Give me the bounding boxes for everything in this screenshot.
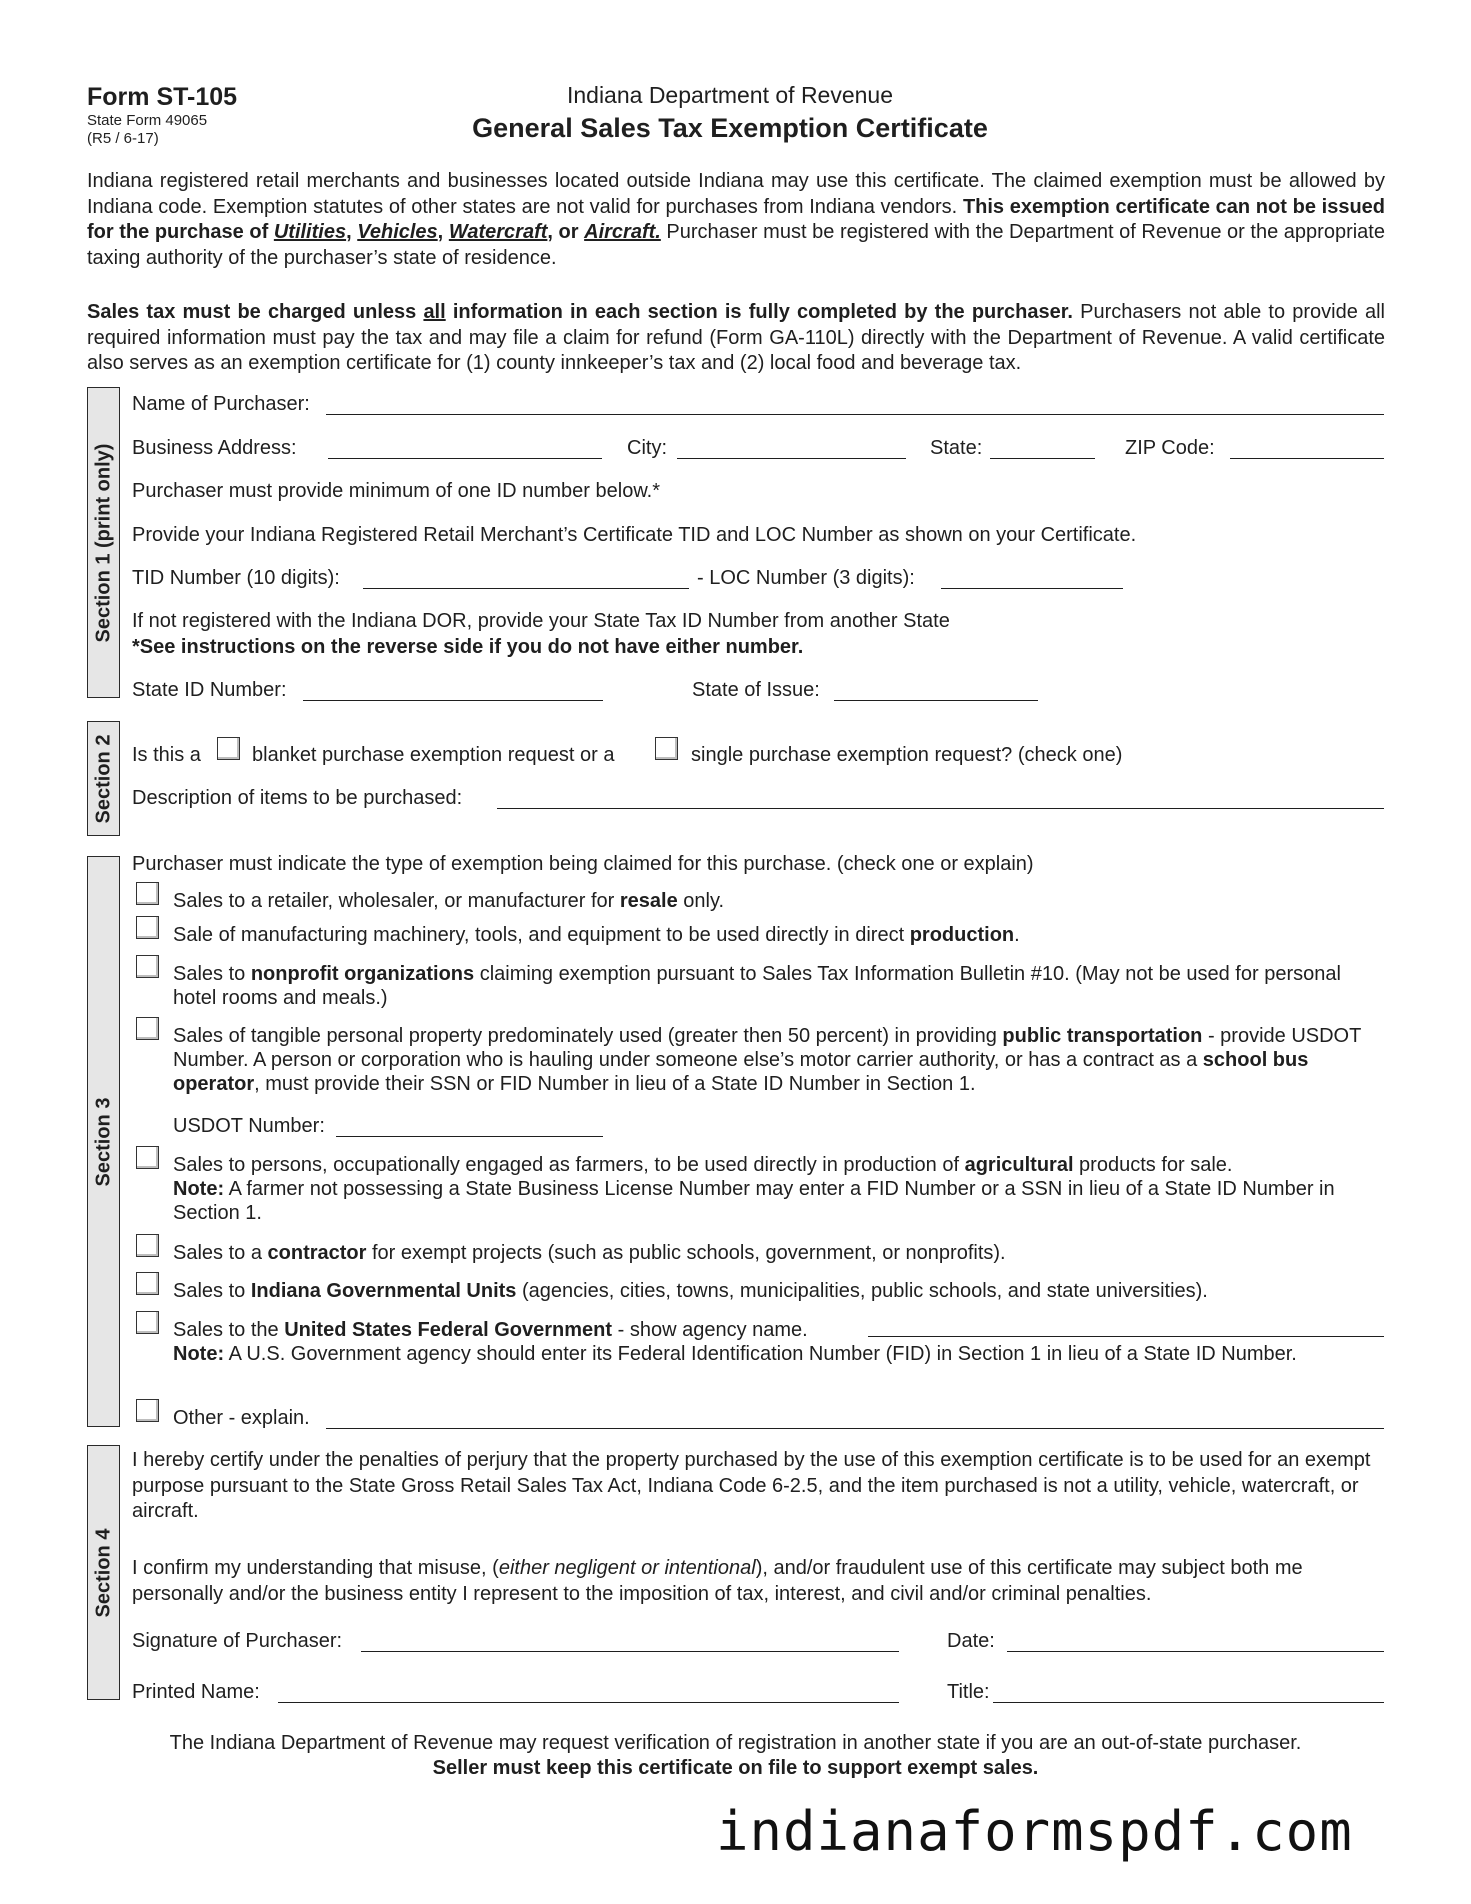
tid-label: TID Number (10 digits): (132, 567, 340, 589)
agency-name: Indiana Department of Revenue (566, 82, 894, 108)
loc-label: - LOC Number (3 digits): (697, 567, 915, 589)
exemption-governmental-units-checkbox[interactable] (136, 1272, 159, 1295)
sales-tax-paragraph: Sales tax must be charged unless all information in each section is fully completed by the purchaser. Purchasers not able to provide all required information must pay the tax and may file a claim for refund (Form GA-110L) directly with the Department of Revenue. A valid certificate also serves as an exemption certificate for (1) county innkeeper’s tax and (2) local food and beverage tax. (87, 301, 1386, 374)
section-1-tab: Section 1 (print only) (87, 387, 120, 698)
confirm-statement: I confirm my understanding that misuse, (either negligent or intentional), and/or fraudulent use of this certificate may subject both me personally and/or the business entity I represent to the imposition of tax, interest, and civil and/or criminal penalties. (132, 1557, 1303, 1605)
section-4-tab: Section 4 (87, 1445, 120, 1700)
provide-tid-note: Provide your Indiana Registered Retail Merchant’s Certificate TID and LOC Number as shown on your Certificate. (132, 524, 1137, 546)
exemption-federal-government-label: Sales to the United States Federal Government - show agency name. (173, 1319, 808, 1341)
business-address-field[interactable] (328, 458, 602, 459)
exemption-public-transportation-checkbox[interactable] (136, 1017, 159, 1040)
printed-name-label: Printed Name: (132, 1681, 260, 1703)
federal-government-note: Note: A U.S. Government agency should enter its Federal Identification Number (FID) in Section 1 in lieu of a State ID Number. (173, 1343, 1297, 1365)
state-id-label: State ID Number: (132, 679, 287, 701)
zip-code-field[interactable] (1230, 458, 1384, 459)
blanket-purchase-checkbox[interactable] (217, 737, 240, 760)
loc-number-field[interactable] (941, 588, 1123, 589)
state-id-number-field[interactable] (303, 700, 603, 701)
exemption-agricultural-label: Sales to persons, occupationally engaged as farmers, to be used directly in production of agricultural products for sale. Note: A farmer not possessing a State Business License Number may enter a FID Number or a SSN in lieu of a State ID Number in Section 1. (173, 1154, 1335, 1224)
state-form-number: State Form 49065 (87, 112, 208, 129)
section-3-tab: Section 3 (87, 856, 120, 1427)
exemption-resale-checkbox[interactable] (136, 882, 159, 905)
exemption-contractor-checkbox[interactable] (136, 1234, 159, 1257)
date-field[interactable] (1007, 1651, 1384, 1652)
name-label: Name of Purchaser: (132, 393, 310, 415)
exemption-other-checkbox[interactable] (136, 1399, 159, 1422)
title-label: Title: (947, 1681, 990, 1703)
city-label: City: (627, 437, 667, 459)
state-of-issue-field[interactable] (834, 700, 1038, 701)
title-field[interactable] (993, 1702, 1384, 1703)
exemption-governmental-units-label: Sales to Indiana Governmental Units (agencies, cities, towns, municipalities, public schools, and state universities). (173, 1280, 1208, 1302)
single-label: single purchase exemption request? (check one) (691, 744, 1123, 766)
exemption-agricultural-checkbox[interactable] (136, 1146, 159, 1169)
see-instructions-note: *See instructions on the reverse side if you do not have either number. (132, 636, 804, 658)
date-label: Date: (947, 1630, 995, 1652)
zip-label: ZIP Code: (1125, 437, 1215, 459)
other-explain-field[interactable] (326, 1428, 1384, 1429)
not-registered-note: If not registered with the Indiana DOR, provide your State Tax ID Number from another State (132, 610, 950, 632)
city-field[interactable] (677, 458, 906, 459)
seller-keep-note: Seller must keep this certificate on file to support exempt sales. (432, 1757, 1039, 1779)
state-label: State: (930, 437, 983, 459)
state-field[interactable] (990, 458, 1095, 459)
description-label: Description of items to be purchased: (132, 787, 463, 809)
intro-paragraph: Indiana registered retail merchants and businesses located outside Indiana may use this certificate. The claimed exemption must be allowed by Indiana code. Exemption statutes of other states are not valid for purchases from Indiana vendors. This exemption certificate can not be issued for the purchase of Utilities, Vehicles, Watercraft, or Aircraft. Purchaser must be registered with the Department of Revenue or the appropriate taxing authority of the purchaser’s state of residence. (87, 170, 1385, 269)
state-of-issue-label: State of Issue: (692, 679, 820, 701)
certify-statement: I hereby certify under the penalties of perjury that the property purchased by the use of this exemption certificate is to be used for an exempt purpose pursuant to the State Gross Retail Sales Tax Act, Indiana Code 6-2.5, and the item purchased is not a utility, vehicle, watercraft, or aircraft. (132, 1449, 1371, 1522)
is-this-label: Is this a (132, 744, 201, 766)
description-of-items-field[interactable] (497, 808, 1384, 809)
exemption-public-transportation-label: Sales of tangible personal property predominately used (greater then 50 percent) in providing public transportation - provide USDOT Number. A person or corporation who is hauling under someone else’s motor carrier authority, or has a contract as a school bus operator, must provide their SSN or FID Number in lieu of a State ID Number in Section 1. (173, 1025, 1361, 1095)
other-explain-label: Other - explain. (173, 1407, 310, 1429)
agency-name-field[interactable] (868, 1336, 1384, 1337)
minimum-id-note: Purchaser must provide minimum of one ID number below.* (132, 480, 661, 502)
exemption-nonprofit-checkbox[interactable] (136, 955, 159, 978)
exemption-nonprofit-label: Sales to nonprofit organizations claiming exemption pursuant to Sales Tax Information Bulletin #10. (May not be used for personal hotel rooms and meals.) (173, 963, 1341, 1009)
usdot-label: USDOT Number: (173, 1115, 325, 1137)
exemption-production-checkbox[interactable] (136, 916, 159, 939)
revision-number: (R5 / 6-17) (87, 130, 159, 147)
form-title: General Sales Tax Exemption Certificate (472, 113, 988, 143)
address-label: Business Address: (132, 437, 297, 459)
printed-name-field[interactable] (278, 1702, 899, 1703)
exemption-type-intro: Purchaser must indicate the type of exemption being claimed for this purchase. (check one or explain) (132, 853, 1034, 875)
signature-label: Signature of Purchaser: (132, 1630, 343, 1652)
section-2-tab: Section 2 (87, 721, 120, 836)
watermark: indianaformspdf.com (716, 1800, 1353, 1863)
exemption-resale-label: Sales to a retailer, wholesaler, or manufacturer for resale only. (173, 890, 725, 912)
usdot-number-field[interactable] (336, 1136, 603, 1137)
signature-field[interactable] (361, 1651, 899, 1652)
tid-number-field[interactable] (363, 588, 689, 589)
exemption-contractor-label: Sales to a contractor for exempt projects (such as public schools, government, or nonprofits). (173, 1242, 1006, 1264)
name-of-purchaser-field[interactable] (326, 414, 1384, 415)
form-number: Form ST-105 (87, 83, 238, 111)
exemption-production-label: Sale of manufacturing machinery, tools, and equipment to be used directly in direct production. (173, 924, 1020, 946)
blanket-label: blanket purchase exemption request or a (252, 744, 615, 766)
verification-note: The Indiana Department of Revenue may request verification of registration in another state if you are an out-of-state purchaser. (169, 1732, 1302, 1754)
single-purchase-checkbox[interactable] (655, 737, 678, 760)
exemption-federal-government-checkbox[interactable] (136, 1311, 159, 1334)
